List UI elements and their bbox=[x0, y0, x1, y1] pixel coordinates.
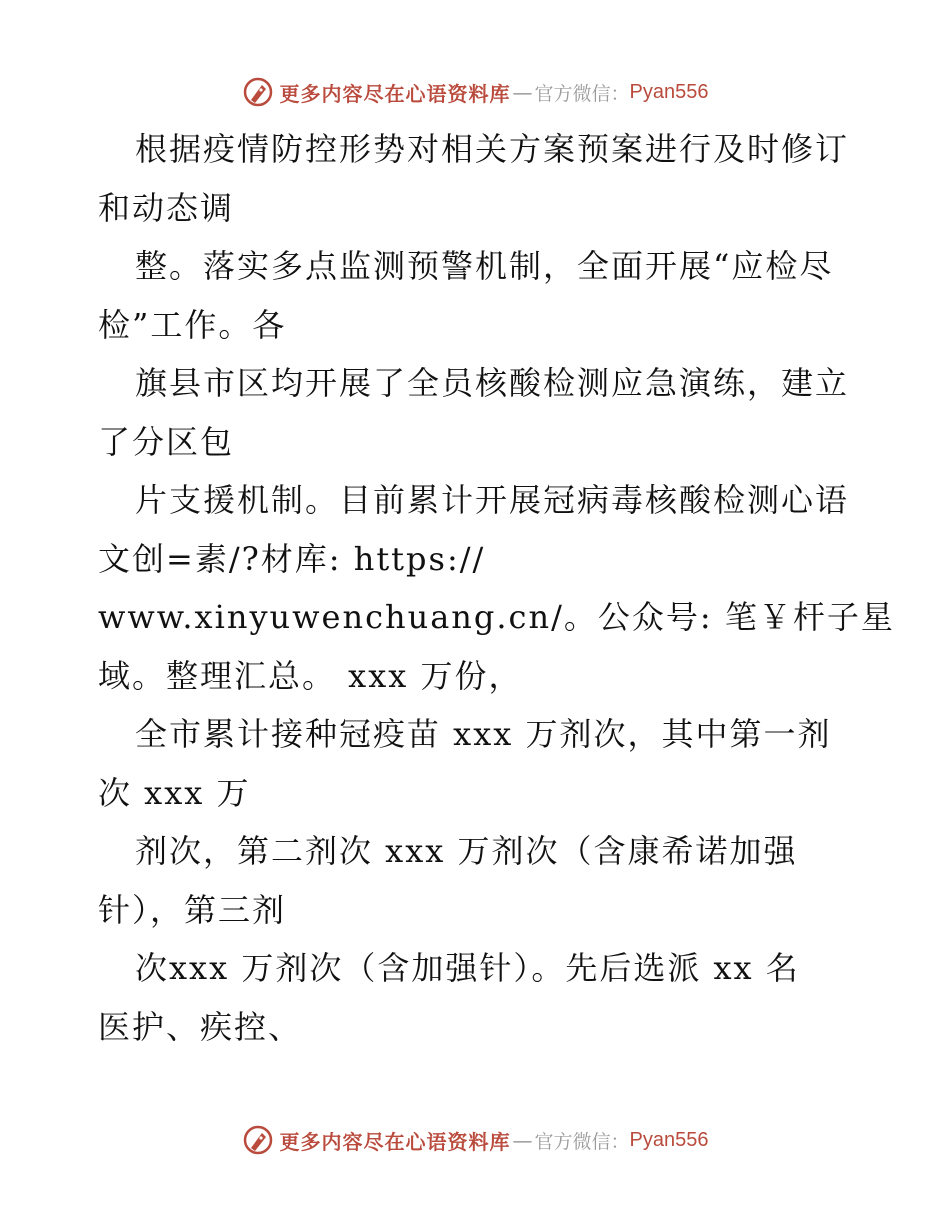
text-line: 检”工作。各 bbox=[98, 305, 287, 344]
text-line: 次 xxx 万 bbox=[98, 773, 251, 812]
text-line: 文创=素/?材库: https:// bbox=[98, 539, 486, 578]
text-line: www.xinyuwenchuang.cn/。公众号: 笔￥杆子星 bbox=[98, 598, 895, 636]
header-banner bbox=[0, 72, 950, 112]
pen-nib-logo-icon bbox=[242, 1124, 274, 1156]
text-line: 了分区包 bbox=[98, 422, 235, 461]
text-line: 旗县市区均开展了全员核酸检测应急演练，建立 bbox=[135, 364, 850, 402]
text-line: 片支援机制。目前累计开展冠病毒核酸检测心语 bbox=[135, 481, 850, 519]
text-line: 针），第三剂 bbox=[98, 890, 287, 929]
banner-text: 更多内容尽在心语资料库 bbox=[279, 1129, 511, 1154]
text-line: 根据疫情防控形势对相关方案预案进行及时修订 bbox=[135, 130, 850, 168]
banner-wechat-label: 官方微信： bbox=[534, 82, 630, 105]
text-line: 医护、疾控、 bbox=[98, 1007, 303, 1046]
text-line: 整。落实多点监测预警机制，全面开展“应检尽 bbox=[135, 247, 834, 285]
footer-banner bbox=[0, 1120, 950, 1160]
text-line: 域。整理汇总。 xxx 万份， bbox=[98, 656, 523, 695]
banner-text: 更多内容尽在心语资料库 bbox=[279, 81, 511, 106]
banner-separator: — bbox=[512, 80, 533, 104]
banner-wechat-label: 官方微信： bbox=[534, 1130, 630, 1153]
text-line: 剂次，第二剂次 xxx 万剂次（含康希诺加强 bbox=[135, 832, 798, 870]
banner-separator: — bbox=[512, 1128, 533, 1152]
pen-nib-logo-icon bbox=[242, 76, 274, 108]
document-body bbox=[98, 120, 895, 1056]
text-line: 次xxx 万剂次（含加强针）。先后选派 xx 名 bbox=[135, 949, 800, 987]
banner-wechat-id: Pyan556 bbox=[629, 1128, 709, 1151]
text-line: 全市累计接种冠疫苗 xxx 万剂次，其中第一剂 bbox=[135, 715, 832, 753]
text-line: 和动态调 bbox=[98, 188, 235, 227]
banner-wechat-id: Pyan556 bbox=[629, 80, 709, 103]
